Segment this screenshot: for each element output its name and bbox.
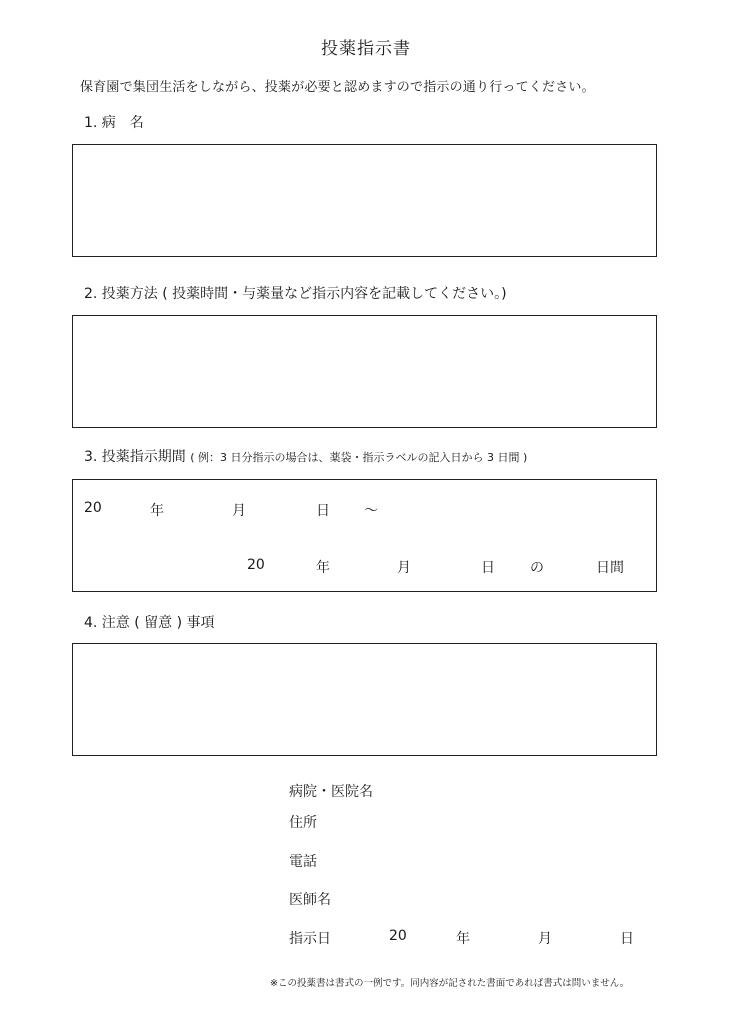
instruction-date-era: 20 [389, 928, 407, 944]
period-end-era: 20 [247, 557, 265, 573]
period-end-days: 日間 [596, 560, 624, 576]
period-start-day: 日 [316, 503, 330, 519]
period-start-year: 年 [150, 503, 164, 519]
footnote: ※この投薬書は書式の一例です。同内容が記された書面であれば書式は問いません。 [270, 978, 630, 989]
period-end-no: の [530, 560, 544, 576]
method-label-text: 2. 投薬方法 [84, 286, 158, 302]
instruction-date-year: 年 [456, 931, 470, 947]
section-cautions-label: 4. 注意 ( 留意 ) 事項 [84, 615, 215, 631]
instruction-date-label: 指示日 [289, 931, 331, 947]
phone-label: 電話 [289, 854, 317, 870]
section-disease-label: 1. 病 名 [84, 115, 144, 131]
cautions-field[interactable] [72, 643, 657, 756]
period-label-text: 3. 投薬指示期間 [84, 449, 186, 465]
period-end-month: 月 [397, 560, 411, 576]
period-field[interactable] [72, 479, 657, 592]
section-period-label [84, 446, 527, 466]
period-tilde: 〜 [364, 503, 378, 519]
instruction-date-day: 日 [620, 931, 634, 947]
period-end-day: 日 [481, 560, 495, 576]
instruction-date-month: 月 [538, 931, 552, 947]
hospital-name-label: 病院・医院名 [289, 784, 373, 800]
period-start-month: 月 [232, 503, 246, 519]
disease-field[interactable] [72, 144, 657, 257]
address-label: 住所 [289, 815, 317, 831]
method-label-note: ( 投薬時間・与薬量など指示内容を記載してください。) [162, 286, 507, 302]
section-method-label [84, 283, 507, 303]
period-start-era: 20 [84, 500, 102, 516]
period-label-note: ( 例：3 日分指示の場合は、薬袋・指示ラベルの記入日から 3 日間 ) [190, 451, 528, 464]
doctor-name-label: 医師名 [289, 892, 331, 908]
period-end-year: 年 [316, 560, 330, 576]
page-title: 投薬指示書 [321, 39, 411, 59]
method-field[interactable] [72, 315, 657, 428]
intro-text: 保育園で集団生活をしながら、投薬が必要と認めますので指示の通り行ってください。 [80, 80, 595, 95]
